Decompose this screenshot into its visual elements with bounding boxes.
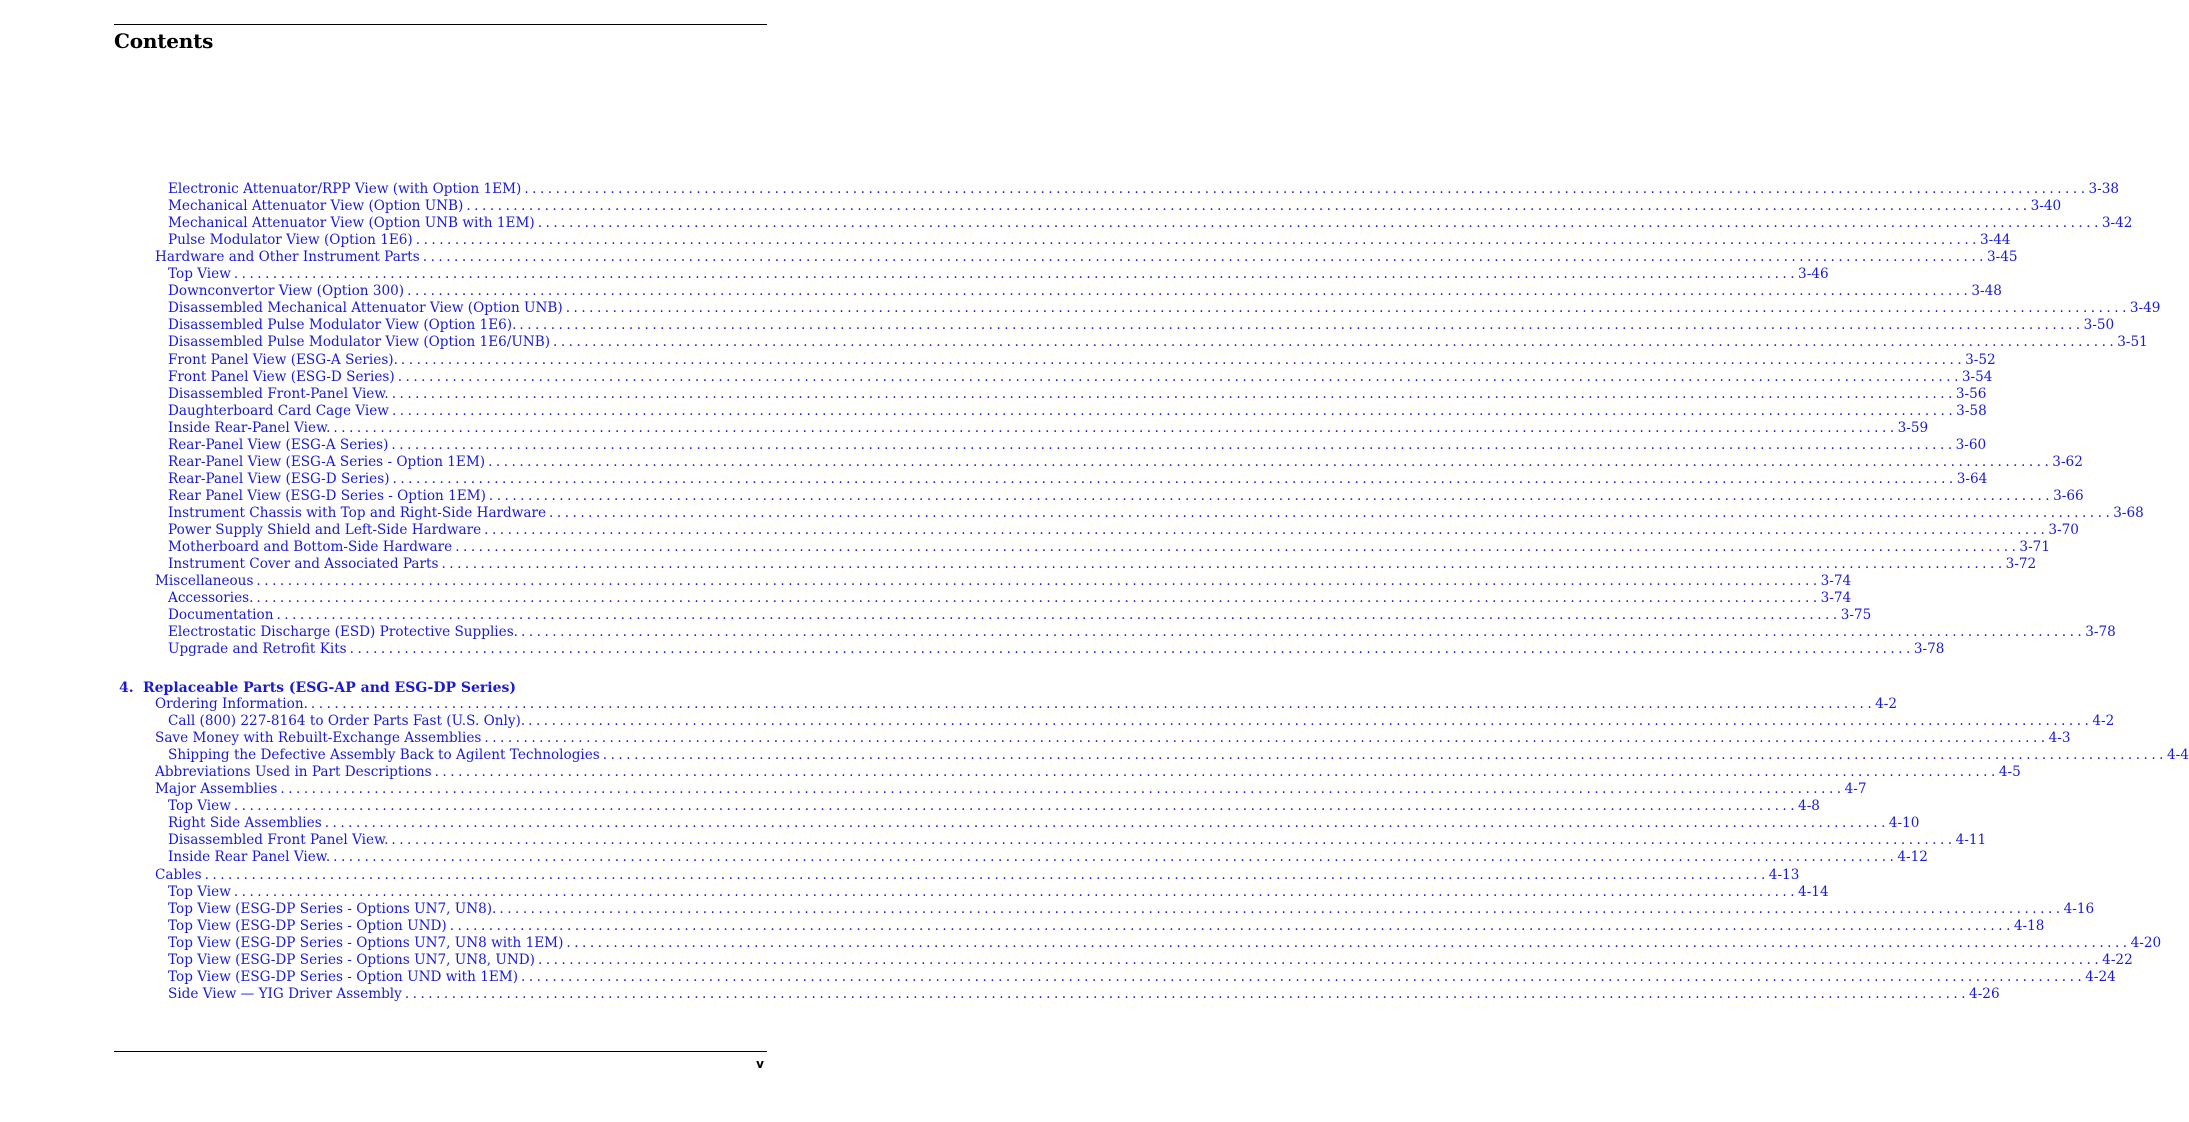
header-rule xyxy=(114,24,767,25)
dot-leader: ........................................................................................................................................................................................................ xyxy=(204,866,1769,883)
dot-leader: ........................................................................................................................................................................................................ xyxy=(521,968,2086,985)
toc-entry-label: Major Assemblies xyxy=(155,781,278,798)
toc-entry-label: Hardware and Other Instrument Parts xyxy=(155,249,420,266)
toc-entry-page: 3-72 xyxy=(2005,556,2037,573)
toc-entry-page: 3-52 xyxy=(1965,351,1996,368)
dot-leader: ........................................................................................................................................................................................................ xyxy=(400,351,1966,368)
toc-entry-label: Upgrade and Retrofit Kits xyxy=(168,641,347,658)
toc-entry[interactable] xyxy=(168,334,2148,351)
toc-entry[interactable] xyxy=(168,215,2133,232)
toc-entry[interactable] xyxy=(155,730,2071,747)
toc-entry-label: Rear-Panel View (ESG-D Series) xyxy=(168,470,390,487)
toc-entry[interactable] xyxy=(168,815,1920,832)
toc-entry[interactable] xyxy=(168,798,1820,815)
toc-entry-label: Disassembled Pulse Modulator View (Option 1E6/UNB) xyxy=(168,334,550,351)
dot-leader: ........................................................................................................................................................................................................ xyxy=(434,764,1999,781)
toc-entry-page: 3-56 xyxy=(1955,385,1987,402)
toc-entry-label: Power Supply Shield and Left-Side Hardware xyxy=(168,522,482,538)
toc-entry-page: 4-18 xyxy=(2013,917,2045,934)
dot-leader: ........................................................................................................................................................................................................ xyxy=(537,951,2103,968)
toc-entry-page: 4-12 xyxy=(1897,849,1928,866)
dot-leader: ........................................................................................................................................................................................................ xyxy=(521,624,2086,641)
toc-entry-page: 3-59 xyxy=(1897,419,1929,436)
toc-entry[interactable] xyxy=(168,883,1829,901)
dot-leader: ........................................................................................................................................................................................................ xyxy=(528,713,2093,730)
toc-entry-label: Top View xyxy=(168,883,231,900)
dot-leader: ........................................................................................................................................................................................................ xyxy=(449,917,2014,934)
toc-entry-label: Miscellaneous xyxy=(155,573,254,590)
toc-entry-page: 4-20 xyxy=(2130,934,2162,951)
toc-entry[interactable] xyxy=(168,747,2189,764)
toc-entry-label: Front Panel View (ESG-A Series). xyxy=(168,351,398,368)
toc-entry-page: 3-58 xyxy=(1956,402,1987,419)
toc-entry[interactable] xyxy=(168,402,1987,420)
toc-entry[interactable] xyxy=(155,764,2021,781)
toc-entry-label: Instrument Chassis with Top and Right-Side Hardware xyxy=(168,504,547,521)
chapter-number: 4. xyxy=(119,680,134,696)
dot-leader: ........................................................................................................................................................................................................ xyxy=(484,522,2049,538)
dot-leader: ........................................................................................................................................................................................................ xyxy=(549,504,2114,521)
toc-entry[interactable] xyxy=(168,181,2120,198)
toc-entry-label: Mechanical Attenuator View (Option UNB with 1EM) xyxy=(168,215,535,232)
toc-entry[interactable] xyxy=(168,713,2115,730)
toc-entry[interactable] xyxy=(168,522,2079,539)
dot-leader: ........................................................................................................................................................................................................ xyxy=(441,556,2006,573)
toc-entry-page: 3-78 xyxy=(1913,641,1945,658)
toc-entry-page: 4-11 xyxy=(1955,832,1987,849)
toc-entry-page: 4-16 xyxy=(2063,900,2095,917)
toc-entry[interactable] xyxy=(168,968,2116,986)
toc-entry-page: 3-49 xyxy=(2129,300,2161,317)
toc-entry-label: Side View — YIG Driver Assembly xyxy=(168,985,402,1002)
dot-leader: ........................................................................................................................................................................................................ xyxy=(524,181,2089,197)
toc-entry[interactable] xyxy=(168,232,2011,249)
toc-entry-label: Rear-Panel View (ESG-A Series - Option 1EM) xyxy=(168,453,486,470)
dot-leader: ........................................................................................................................................................................................................ xyxy=(537,215,2102,232)
toc-entry-label: Inside Rear-Panel View. xyxy=(168,419,331,436)
toc-entry-label: Top View (ESG-DP Series - Options UN7, UN8, UND) xyxy=(168,951,535,968)
toc-entry-page: 4-22 xyxy=(2102,951,2133,968)
toc-entry-page: 3-71 xyxy=(2019,539,2050,556)
toc-entry[interactable] xyxy=(168,849,1928,866)
toc-entry[interactable] xyxy=(168,198,2062,215)
dot-leader: ........................................................................................................................................................................................................ xyxy=(488,453,2053,470)
dot-leader: ........................................................................................................................................................................................................ xyxy=(333,419,1898,436)
dot-leader: ........................................................................................................................................................................................................ xyxy=(349,641,1914,658)
toc-entry-page: 4-3 xyxy=(2048,730,2071,747)
dot-leader: ........................................................................................................................................................................................................ xyxy=(566,934,2131,951)
toc-entry-label: Disassembled Mechanical Attenuator View (Option UNB) xyxy=(168,300,563,317)
dot-leader: ........................................................................................................................................................................................................ xyxy=(488,487,2054,504)
toc-entry[interactable] xyxy=(168,624,2116,641)
dot-leader: ........................................................................................................................................................................................................ xyxy=(233,266,1799,283)
toc-entry-label: Electrostatic Discharge (ESD) Protective Supplies. xyxy=(168,624,518,641)
toc-entry-page: 4-10 xyxy=(1888,815,1920,832)
toc-entry[interactable] xyxy=(155,866,1800,884)
dot-leader: ........................................................................................................................................................................................................ xyxy=(256,573,1821,590)
toc-entry-label: Electronic Attenuator/RPP View (with Option 1EM) xyxy=(168,181,522,197)
toc-entry-label: Disassembled Pulse Modulator View (Option 1E6). xyxy=(168,317,517,334)
toc-entry[interactable] xyxy=(155,781,1867,798)
toc-entry-label: Documentation xyxy=(168,607,274,624)
toc-entry-label: Rear-Panel View (ESG-A Series) xyxy=(168,436,389,453)
toc-entry-page: 3-78 xyxy=(2085,624,2116,641)
toc-entry-label: Inside Rear Panel View. xyxy=(168,849,331,866)
dot-leader: ........................................................................................................................................................................................................ xyxy=(276,607,1841,624)
dot-leader: ........................................................................................................................................................................................................ xyxy=(422,249,1987,266)
toc-entry-label: Motherboard and Bottom-Side Hardware xyxy=(168,539,453,556)
page-title: Contents xyxy=(114,29,214,53)
dot-leader: ........................................................................................................................................................................................................ xyxy=(455,539,2020,556)
toc-entry-label: Disassembled Front Panel View. xyxy=(168,832,389,849)
dot-leader: ........................................................................................................................................................................................................ xyxy=(333,849,1898,866)
dot-leader: ........................................................................................................................................................................................................ xyxy=(397,368,1962,385)
toc-entry[interactable] xyxy=(168,900,2095,918)
dot-leader: ........................................................................................................................................................................................................ xyxy=(391,402,1957,419)
toc-entry-page: 4-7 xyxy=(1844,781,1867,798)
toc-entry-label: Top View xyxy=(168,798,231,815)
dot-leader: ........................................................................................................................................................................................................ xyxy=(256,590,1821,607)
page-folio: v xyxy=(756,1057,764,1071)
dot-leader: ........................................................................................................................................................................................................ xyxy=(466,198,2031,215)
toc-entry-label: Shipping the Defective Assembly Back to Agilent Technologies xyxy=(168,747,600,764)
toc-entry[interactable] xyxy=(168,283,2002,300)
toc-entry[interactable] xyxy=(168,453,2083,471)
toc-entry-label: Daughterboard Card Cage View xyxy=(168,402,389,419)
chapter-title: Replaceable Parts (ESG-AP and ESG-DP Series) xyxy=(143,680,517,696)
toc-entry[interactable] xyxy=(168,590,1852,607)
toc-entry-page: 3-50 xyxy=(2083,317,2115,334)
toc-entry-label: Right Side Assemblies xyxy=(168,815,322,832)
toc-entry-label: Top View (ESG-DP Series - Option UND with 1EM) xyxy=(168,968,519,985)
toc-entry-page: 3-42 xyxy=(2101,215,2133,232)
chapter-heading[interactable] xyxy=(119,679,516,697)
toc-entry-page: 3-68 xyxy=(2113,504,2144,521)
toc-entry[interactable] xyxy=(168,419,1929,437)
toc-entry[interactable] xyxy=(168,351,1996,369)
toc-entry-label: Top View xyxy=(168,266,231,283)
toc-entry-page: 3-75 xyxy=(1840,607,1872,624)
toc-entry[interactable] xyxy=(168,436,1987,454)
toc-entry[interactable] xyxy=(168,539,2050,556)
toc-entry-label: Rear Panel View (ESG-D Series - Option 1EM) xyxy=(168,487,486,504)
toc-entry-label: Call (800) 227-8164 to Order Parts Fast (U.S. Only). xyxy=(168,713,526,730)
toc-entry-page: 3-38 xyxy=(2088,181,2120,197)
dot-leader: ........................................................................................................................................................................................................ xyxy=(407,283,1972,300)
toc-entry-label: Pulse Modulator View (Option 1E6) xyxy=(168,232,413,249)
toc-entry-page: 4-13 xyxy=(1768,866,1800,883)
toc-entry-page: 4-14 xyxy=(1798,883,1829,900)
toc-entry-page: 3-40 xyxy=(2030,198,2062,215)
toc-entry-label: Accessories. xyxy=(168,590,254,607)
toc-entry[interactable] xyxy=(168,368,1993,386)
toc-entry-label: Cables xyxy=(155,866,202,883)
dot-leader: ........................................................................................................................................................................................................ xyxy=(484,730,2049,747)
dot-leader: ........................................................................................................................................................................................................ xyxy=(391,436,1956,453)
toc-entry[interactable] xyxy=(155,573,1852,590)
dot-leader: ........................................................................................................................................................................................................ xyxy=(324,815,1889,832)
dot-leader: ........................................................................................................................................................................................................ xyxy=(233,883,1799,900)
toc-entry[interactable] xyxy=(168,556,2037,573)
toc-entry-page: 3-74 xyxy=(1820,573,1852,590)
toc-entry[interactable] xyxy=(168,487,2084,505)
toc-entry-label: Save Money with Rebuilt-Exchange Assemblies xyxy=(155,730,482,747)
dot-leader: ........................................................................................................................................................................................................ xyxy=(310,696,1876,712)
toc-entry-page: 3-64 xyxy=(1956,470,1988,487)
toc-entry[interactable] xyxy=(168,934,2162,952)
toc-entry-label: Downconvertor View (Option 300) xyxy=(168,283,405,300)
toc-entry-page: 4-2 xyxy=(1875,696,1898,712)
dot-leader: ........................................................................................................................................................................................................ xyxy=(404,985,1970,1002)
toc-entry-label: Disassembled Front-Panel View. xyxy=(168,385,389,402)
toc-entry-label: Top View (ESG-DP Series - Options UN7, UN8). xyxy=(168,900,497,917)
toc-entry[interactable] xyxy=(168,607,1872,624)
toc-entry-page: 3-60 xyxy=(1955,436,1987,453)
dot-leader: ........................................................................................................................................................................................................ xyxy=(392,470,1957,487)
toc-entry[interactable] xyxy=(168,266,1829,283)
toc-entry-page: 3-54 xyxy=(1961,368,1993,385)
dot-leader: ........................................................................................................................................................................................................ xyxy=(553,334,2118,351)
dot-leader: ........................................................................................................................................................................................................ xyxy=(519,317,2084,334)
dot-leader: ........................................................................................................................................................................................................ xyxy=(565,300,2130,317)
toc-entry-page: 4-8 xyxy=(1798,798,1820,815)
toc-entry-page: 3-70 xyxy=(2048,522,2079,538)
toc-entry-label: Mechanical Attenuator View (Option UNB) xyxy=(168,198,464,215)
toc-entry[interactable] xyxy=(168,832,1987,849)
toc-entry-label: Top View (ESG-DP Series - Options UN7, UN8 with 1EM) xyxy=(168,934,564,951)
toc-entry[interactable] xyxy=(168,504,2144,522)
toc-entry-page: 3-44 xyxy=(1979,232,2011,249)
dot-leader: ........................................................................................................................................................................................................ xyxy=(391,832,1956,849)
toc-entry-page: 4-4 xyxy=(2167,747,2189,764)
toc-entry[interactable] xyxy=(168,470,1988,488)
footer-rule xyxy=(114,1051,767,1052)
toc-entry[interactable] xyxy=(168,300,2161,317)
toc-entry-label: Ordering Information. xyxy=(155,696,308,712)
toc-entry-page: 3-45 xyxy=(1986,249,2018,266)
toc-entry-page: 3-48 xyxy=(1971,283,2002,300)
toc-entry[interactable] xyxy=(155,696,1898,713)
toc-entry-page: 4-24 xyxy=(2085,968,2116,985)
toc-entry-page: 3-51 xyxy=(2117,334,2148,351)
dot-leader: ........................................................................................................................................................................................................ xyxy=(391,385,1956,402)
dot-leader: ........................................................................................................................................................................................................ xyxy=(499,900,2064,917)
toc-entry-label: Abbreviations Used in Part Descriptions xyxy=(155,764,432,781)
toc-entry[interactable] xyxy=(155,249,2018,266)
toc-entry[interactable] xyxy=(168,317,2115,334)
toc-entry-page: 3-66 xyxy=(2053,487,2084,504)
toc-entry[interactable] xyxy=(168,641,1945,658)
toc-entry-label: Front Panel View (ESG-D Series) xyxy=(168,368,395,385)
toc-entry[interactable] xyxy=(168,917,2045,935)
toc-entry[interactable] xyxy=(168,951,2133,969)
toc-entry-label: Instrument Cover and Associated Parts xyxy=(168,556,439,573)
toc-entry-page: 3-62 xyxy=(2052,453,2083,470)
toc-entry-page: 4-2 xyxy=(2092,713,2115,730)
dot-leader: ........................................................................................................................................................................................................ xyxy=(602,747,2167,764)
toc-entry-page: 4-5 xyxy=(1998,764,2021,781)
toc-entry[interactable] xyxy=(168,985,2000,1003)
toc-entry[interactable] xyxy=(168,385,1987,403)
toc-entry-label: Top View (ESG-DP Series - Option UND) xyxy=(168,917,447,934)
toc-entry-page: 3-46 xyxy=(1798,266,1829,283)
dot-leader: ........................................................................................................................................................................................................ xyxy=(415,232,1980,249)
dot-leader: ........................................................................................................................................................................................................ xyxy=(233,798,1799,815)
toc-entry-page: 4-26 xyxy=(1969,985,2000,1002)
toc-entry-page: 3-74 xyxy=(1820,590,1852,607)
dot-leader: ........................................................................................................................................................................................................ xyxy=(280,781,1845,798)
